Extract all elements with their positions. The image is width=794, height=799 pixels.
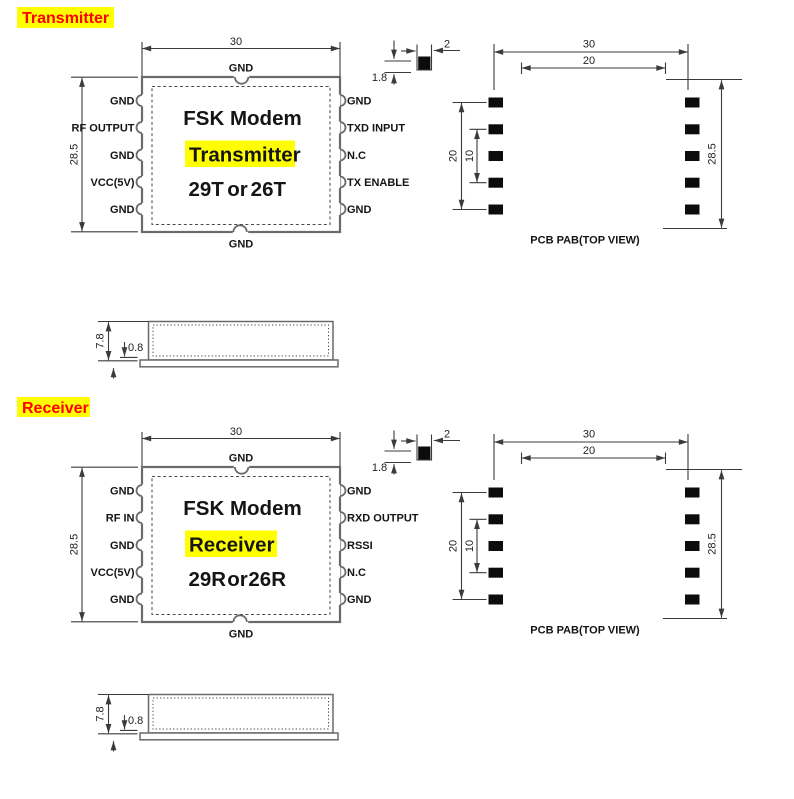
- module-name: FSK Modem: [183, 107, 302, 130]
- model-number: 26R: [248, 568, 286, 591]
- pin-label-left: GND: [110, 539, 135, 552]
- pin-label-left: GND: [110, 203, 135, 216]
- pin-label-left: GND: [110, 149, 135, 162]
- pin-label-left: RF IN: [105, 512, 135, 525]
- model-number: 29T: [188, 178, 224, 201]
- pin-label-right: TXD INPUT: [347, 122, 406, 135]
- section-title: Receiver: [22, 400, 89, 417]
- pin-label-left: VCC(5V): [90, 566, 135, 579]
- pin-label-right: N.C: [347, 149, 366, 162]
- dimension-label: 30: [229, 426, 243, 438]
- dimension-label: 28.5: [68, 143, 81, 166]
- dimension-label: 28.5: [706, 533, 719, 555]
- dimension-label: 20: [582, 445, 596, 457]
- pin-label-left: GND: [110, 485, 135, 498]
- dimension-label: 10: [464, 539, 476, 553]
- transmitter-section: [17, 7, 742, 379]
- dimension-label: 20: [582, 55, 596, 67]
- dimension-label: 20: [447, 149, 460, 163]
- pin-label-right: GND: [347, 485, 372, 498]
- dimension-label: 7.8: [94, 706, 107, 722]
- pin-label-left: RF OUTPUT: [71, 122, 135, 135]
- model-number: 29R: [188, 568, 227, 591]
- dimension-label: 10: [464, 149, 476, 163]
- dimension-label: 2: [443, 38, 451, 51]
- model-conjunction: or: [227, 178, 248, 201]
- pin-label-right: RSSI: [347, 539, 373, 552]
- pin-label-top: GND: [228, 452, 254, 465]
- pin-label-top: GND: [228, 62, 254, 75]
- receiver-section: [17, 397, 742, 752]
- pcb-caption: PCB PAB(TOP VIEW): [530, 624, 640, 637]
- pin-label-right: RXD OUTPUT: [347, 512, 419, 525]
- pin-label-right: GND: [347, 203, 372, 216]
- pcb-pad-layout-drawing: [453, 434, 743, 619]
- section-title: Transmitter: [22, 10, 110, 27]
- dimension-label: 20: [447, 539, 460, 553]
- dimension-label: 1.8: [371, 72, 388, 84]
- pin-label-right: GND: [347, 593, 372, 606]
- module-role: Receiver: [189, 533, 275, 557]
- module-name: FSK Modem: [183, 497, 302, 520]
- module-role: Transmitter: [189, 143, 301, 167]
- dimension-label: 30: [582, 38, 596, 51]
- dimension-label: 1.8: [371, 462, 388, 474]
- dimension-label: 30: [582, 428, 596, 441]
- pin-label-left: GND: [110, 593, 135, 606]
- pin-label-bottom: GND: [228, 238, 254, 251]
- dimension-label: 28.5: [706, 143, 719, 165]
- pin-label-left: GND: [110, 95, 135, 108]
- pin-label-right: GND: [347, 95, 372, 108]
- pin-label-left: VCC(5V): [90, 176, 135, 189]
- dimension-label: 30: [229, 36, 243, 48]
- pin-label-right: N.C: [347, 566, 366, 579]
- dimension-label: 0.8: [128, 715, 144, 727]
- dimension-label: 0.8: [128, 342, 144, 354]
- model-number: 26T: [250, 178, 286, 201]
- pcb-caption: PCB PAB(TOP VIEW): [530, 234, 640, 247]
- dimension-label: 2: [443, 428, 451, 441]
- pin-label-bottom: GND: [228, 628, 254, 641]
- pcb-pad-layout-drawing: [453, 44, 743, 229]
- dimension-label: 7.8: [94, 333, 107, 349]
- pin-label-right: TX ENABLE: [347, 176, 410, 189]
- model-conjunction: or: [227, 568, 248, 591]
- dimension-label: 28.5: [68, 533, 81, 556]
